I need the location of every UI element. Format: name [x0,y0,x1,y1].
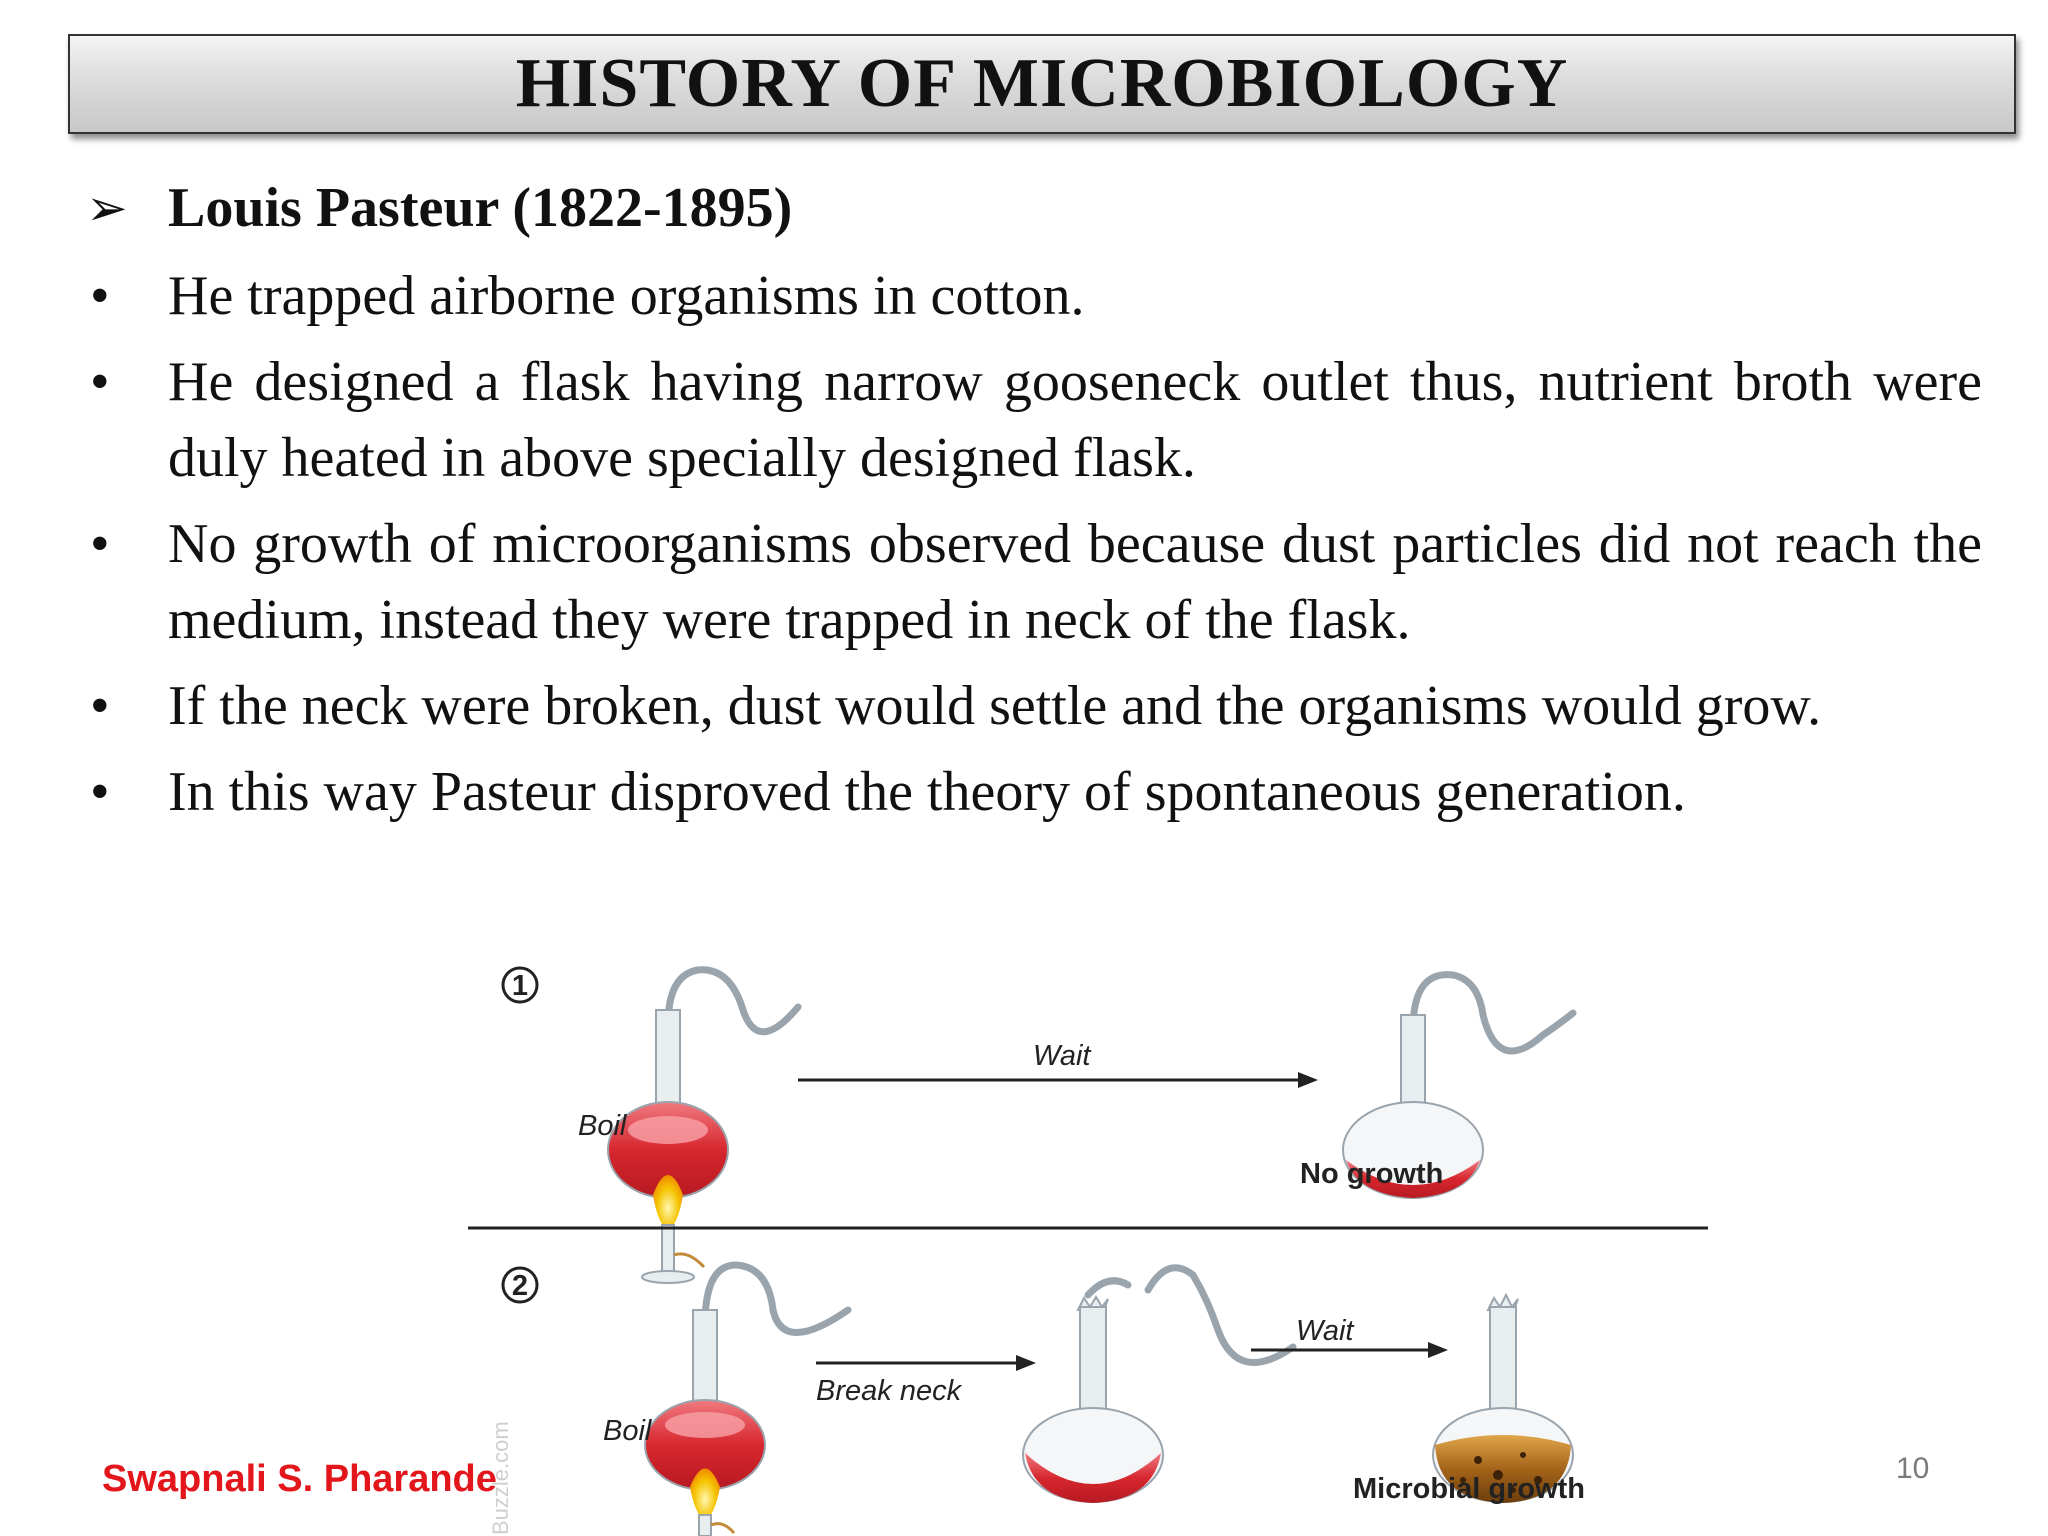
bullet-dot-icon: • [90,675,110,737]
bullet-item [86,754,1996,830]
bullet-dot-icon: • [90,351,110,413]
bullet-text: He designed a flask having narrow gooseneck outlet thus, nutrient broth were duly heated in above specially designed flask. [168,351,1982,489]
heading-row [86,168,1996,248]
flask-1-swan-neck [668,970,798,1032]
break-neck-label: Break neck [816,1375,962,1407]
no-growth-label: No growth [1300,1158,1444,1190]
heading-text: Louis Pasteur (1822-1895) [168,177,793,239]
bullet-item [86,668,1996,744]
step-2-number: 2 [511,1270,529,1302]
bullet-text: In this way Pasteur disproved the theory of spontaneous generation. [168,761,1686,823]
wait-label-1: Wait [1033,1040,1091,1072]
bullet-text: He trapped airborne organisms in cotton. [168,265,1085,327]
slide-content [86,168,1996,830]
boil-label-2: Boil [603,1415,652,1447]
broken-neck-flask [1023,1268,1293,1503]
bullet-dot-icon: • [90,513,110,575]
slide-title: HISTORY OF MICROBIOLOGY [515,45,1569,122]
bullet-item [86,258,1996,334]
boil-label-1: Boil [578,1110,627,1142]
wait-label-2: Wait [1296,1315,1354,1347]
step-1-number: 1 [511,970,529,1002]
wait-arrow-1 [798,1072,1318,1088]
step-1-marker [503,968,537,1002]
boiling-flask-1 [608,970,798,1283]
title-bar [68,34,2016,134]
bullet-dot-icon: • [90,761,110,823]
step-2-marker [503,1268,537,1302]
author-name: Swapnali S. Pharande [102,1458,497,1500]
watermark-text: Buzzle.com [488,1421,513,1535]
swan-neck-flask-diagram [468,955,1718,1536]
break-neck-arrow [816,1355,1036,1371]
bullet-item [86,506,1996,658]
arrow-bullet-icon: ➢ [86,180,128,236]
bullet-text: No growth of microorganisms observed because dust particles did not reach the medium, instead they were trapped in neck of the flask. [168,513,1982,651]
contaminated-flask [1433,1295,1573,1503]
bullet-dot-icon: • [90,265,110,327]
bullet-item [86,344,1996,496]
slide-number: 10 [1896,1452,1930,1485]
microbial-growth-label: Microbial growth [1353,1473,1585,1505]
bullet-text: If the neck were broken, dust would settle and the organisms would grow. [168,675,1822,737]
